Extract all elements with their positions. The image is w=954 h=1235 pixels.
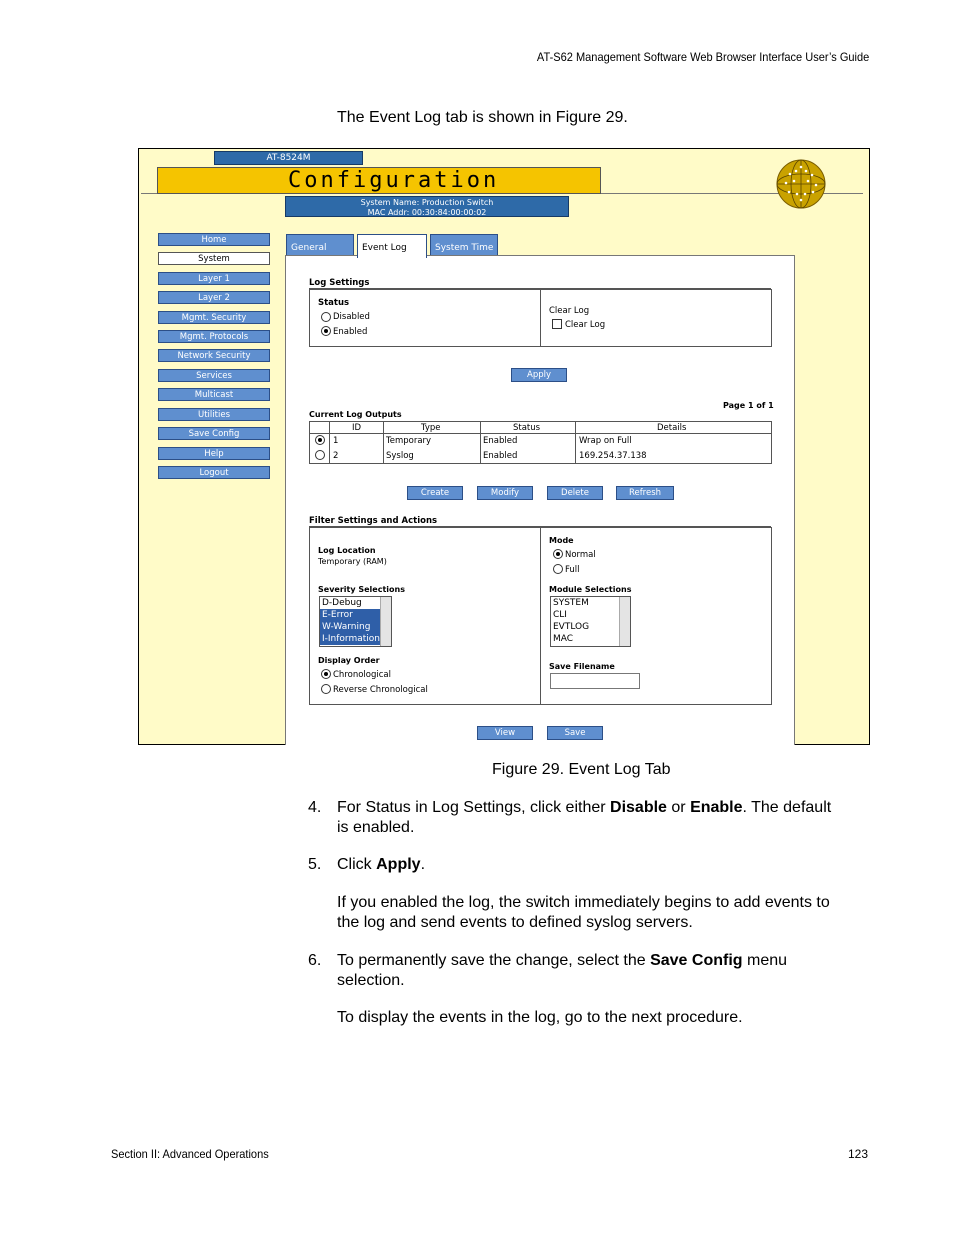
nav-mgmt-protocols[interactable]: Mgmt. Protocols: [158, 330, 270, 343]
nav-home[interactable]: Home: [158, 233, 270, 246]
status-label: Status: [318, 298, 350, 308]
outputs-table: [309, 421, 772, 464]
step-5-text-a: Click: [337, 856, 377, 873]
order-chronological-radio[interactable]: [321, 669, 331, 679]
severity-scrollbar[interactable]: [380, 597, 391, 646]
step-4-enable: Enable: [690, 799, 743, 816]
column-header-status: Status: [513, 423, 541, 433]
tab-system-time[interactable]: System Time: [430, 234, 498, 256]
apply-button[interactable]: Apply: [511, 368, 567, 382]
figure-caption: Figure 29. Event Log Tab: [492, 761, 671, 778]
row-2-id: 2: [333, 451, 339, 461]
step-6-save-config: Save Config: [650, 952, 743, 969]
page-number: 123: [847, 1147, 868, 1161]
severity-option[interactable]: D-Debug: [322, 598, 362, 608]
order-chronological-label: Chronological: [333, 670, 391, 680]
nav-system[interactable]: System: [158, 252, 270, 265]
tab-general[interactable]: General: [286, 234, 354, 256]
status-disabled-label: Disabled: [333, 312, 370, 322]
severity-listbox[interactable]: [319, 596, 392, 647]
refresh-button[interactable]: Refresh: [616, 486, 674, 500]
status-enabled-radio[interactable]: [321, 326, 331, 336]
step-6-text-c: menu: [742, 952, 788, 969]
mac-address: MAC Addr: 00:30:84:00:00:02: [367, 207, 487, 217]
modify-button[interactable]: Modify: [477, 486, 533, 500]
nav-logout[interactable]: Logout: [158, 466, 270, 479]
module-option[interactable]: CLI: [553, 610, 567, 620]
row-1-select-radio[interactable]: [315, 435, 325, 445]
nav-services[interactable]: Services: [158, 369, 270, 382]
filter-divider: [540, 527, 541, 705]
display-order-label: Display Order: [318, 656, 380, 665]
view-button[interactable]: View: [477, 726, 533, 740]
page-title: Configuration: [288, 168, 500, 193]
severity-label: Severity Selections: [318, 585, 405, 594]
system-info-bar: [285, 196, 569, 217]
row-1-type: Temporary: [386, 436, 432, 446]
column-header-id: ID: [352, 423, 362, 433]
row-2-select-radio[interactable]: [315, 450, 325, 460]
mode-label: Mode: [549, 536, 574, 545]
severity-option[interactable]: I-Information: [320, 633, 391, 645]
step-4-text: [337, 798, 877, 818]
row-2-details: 169.254.37.138: [579, 451, 647, 461]
outputs-col-divider: [575, 421, 576, 464]
tab-event-log[interactable]: Event Log: [357, 234, 427, 258]
step-4-text-e: . The default: [742, 799, 832, 816]
step-4-text-c: or: [666, 799, 691, 816]
step-4-disable: Disable: [610, 799, 667, 816]
clear-log-label: Clear Log: [549, 306, 590, 316]
page-header: AT-S62 Management Software Web Browser Interface User’s Guide: [536, 50, 869, 64]
save-filename-input[interactable]: [550, 673, 640, 689]
step-5-text: [337, 855, 425, 875]
status-disabled-radio[interactable]: [321, 312, 331, 322]
outputs-title: Current Log Outputs: [309, 410, 402, 419]
save-filename-label: Save Filename: [549, 662, 615, 671]
delete-button[interactable]: Delete: [547, 486, 603, 500]
step-5-number: 5.: [308, 856, 322, 873]
log-location-label: Log Location: [318, 546, 376, 555]
system-name: System Name: Production Switch: [360, 198, 494, 207]
log-settings-divider: [540, 289, 541, 347]
footer-section: Section II: Advanced Operations: [111, 1147, 269, 1161]
intro-text: The Event Log tab is shown in Figure 29.: [337, 109, 628, 126]
device-name-bar: AT-8524M: [214, 151, 363, 165]
step-6-number: 6.: [308, 952, 322, 969]
module-label: Module Selections: [549, 585, 632, 594]
nav-multicast[interactable]: Multicast: [158, 388, 270, 401]
step-4-number: 4.: [308, 799, 322, 816]
order-reverse-radio[interactable]: [321, 684, 331, 694]
nav-save-config[interactable]: Save Config: [158, 427, 270, 440]
outputs-header-rule: [309, 433, 772, 434]
step-6-text: [337, 951, 787, 971]
step-6-text-cont: selection.: [337, 972, 405, 989]
log-location-value: Temporary (RAM): [318, 557, 387, 566]
column-header-type: Type: [421, 423, 441, 433]
mode-normal-label: Normal: [565, 550, 596, 560]
step-5-paragraph-line-2: the log and send events to defined syslog servers.: [337, 914, 693, 931]
mode-normal-radio[interactable]: [553, 549, 563, 559]
nav-utilities[interactable]: Utilities: [158, 408, 270, 421]
step-5-apply: Apply: [376, 856, 421, 873]
create-button[interactable]: Create: [407, 486, 463, 500]
clear-log-checkbox-label: Clear Log: [565, 320, 606, 330]
save-button[interactable]: Save: [547, 726, 603, 740]
row-2-type: Syslog: [386, 451, 414, 461]
mode-full-radio[interactable]: [553, 564, 563, 574]
step-4-text-cont: is enabled.: [337, 819, 415, 836]
severity-option[interactable]: W-Warning: [320, 621, 391, 633]
module-option[interactable]: MAC: [553, 634, 574, 644]
nav-network-security[interactable]: Network Security: [158, 349, 270, 362]
globe-logo-icon: [776, 159, 826, 209]
log-settings-title: Log Settings: [309, 278, 370, 288]
filter-title: Filter Settings and Actions: [309, 516, 438, 526]
module-listbox[interactable]: [550, 596, 631, 647]
step-5-text-c: .: [420, 856, 426, 873]
outputs-col-divider: [480, 421, 481, 464]
step-6-text-a: To permanently save the change, select the: [337, 952, 651, 969]
module-option[interactable]: EVTLOG: [553, 622, 590, 632]
mode-full-label: Full: [565, 565, 580, 575]
row-1-id: 1: [333, 436, 339, 446]
outputs-col-divider: [329, 421, 330, 464]
step-4-text-a: For Status in Log Settings, click either: [337, 799, 611, 816]
status-enabled-label: Enabled: [333, 327, 368, 337]
severity-option[interactable]: E-Error: [320, 609, 391, 621]
nav-mgmt-security[interactable]: Mgmt. Security: [158, 311, 270, 324]
step-5-paragraph-line-1: If you enabled the log, the switch immediately begins to add events to: [337, 894, 830, 911]
page-indicator: Page 1 of 1: [723, 401, 774, 410]
outputs-col-divider: [383, 421, 384, 464]
row-1-status: Enabled: [483, 436, 518, 446]
order-reverse-label: Reverse Chronological: [333, 685, 428, 695]
column-header-details: Details: [657, 423, 687, 433]
clear-log-checkbox[interactable]: [552, 319, 562, 329]
module-option[interactable]: SYSTEM: [553, 598, 589, 608]
nav-layer-2[interactable]: Layer 2: [158, 291, 270, 304]
closing-text: To display the events in the log, go to the next procedure.: [337, 1009, 743, 1026]
row-1-details: Wrap on Full: [579, 436, 632, 446]
nav-help[interactable]: Help: [158, 447, 270, 460]
module-scrollbar[interactable]: [619, 597, 630, 646]
row-2-status: Enabled: [483, 451, 518, 461]
nav-layer-1[interactable]: Layer 1: [158, 272, 270, 285]
